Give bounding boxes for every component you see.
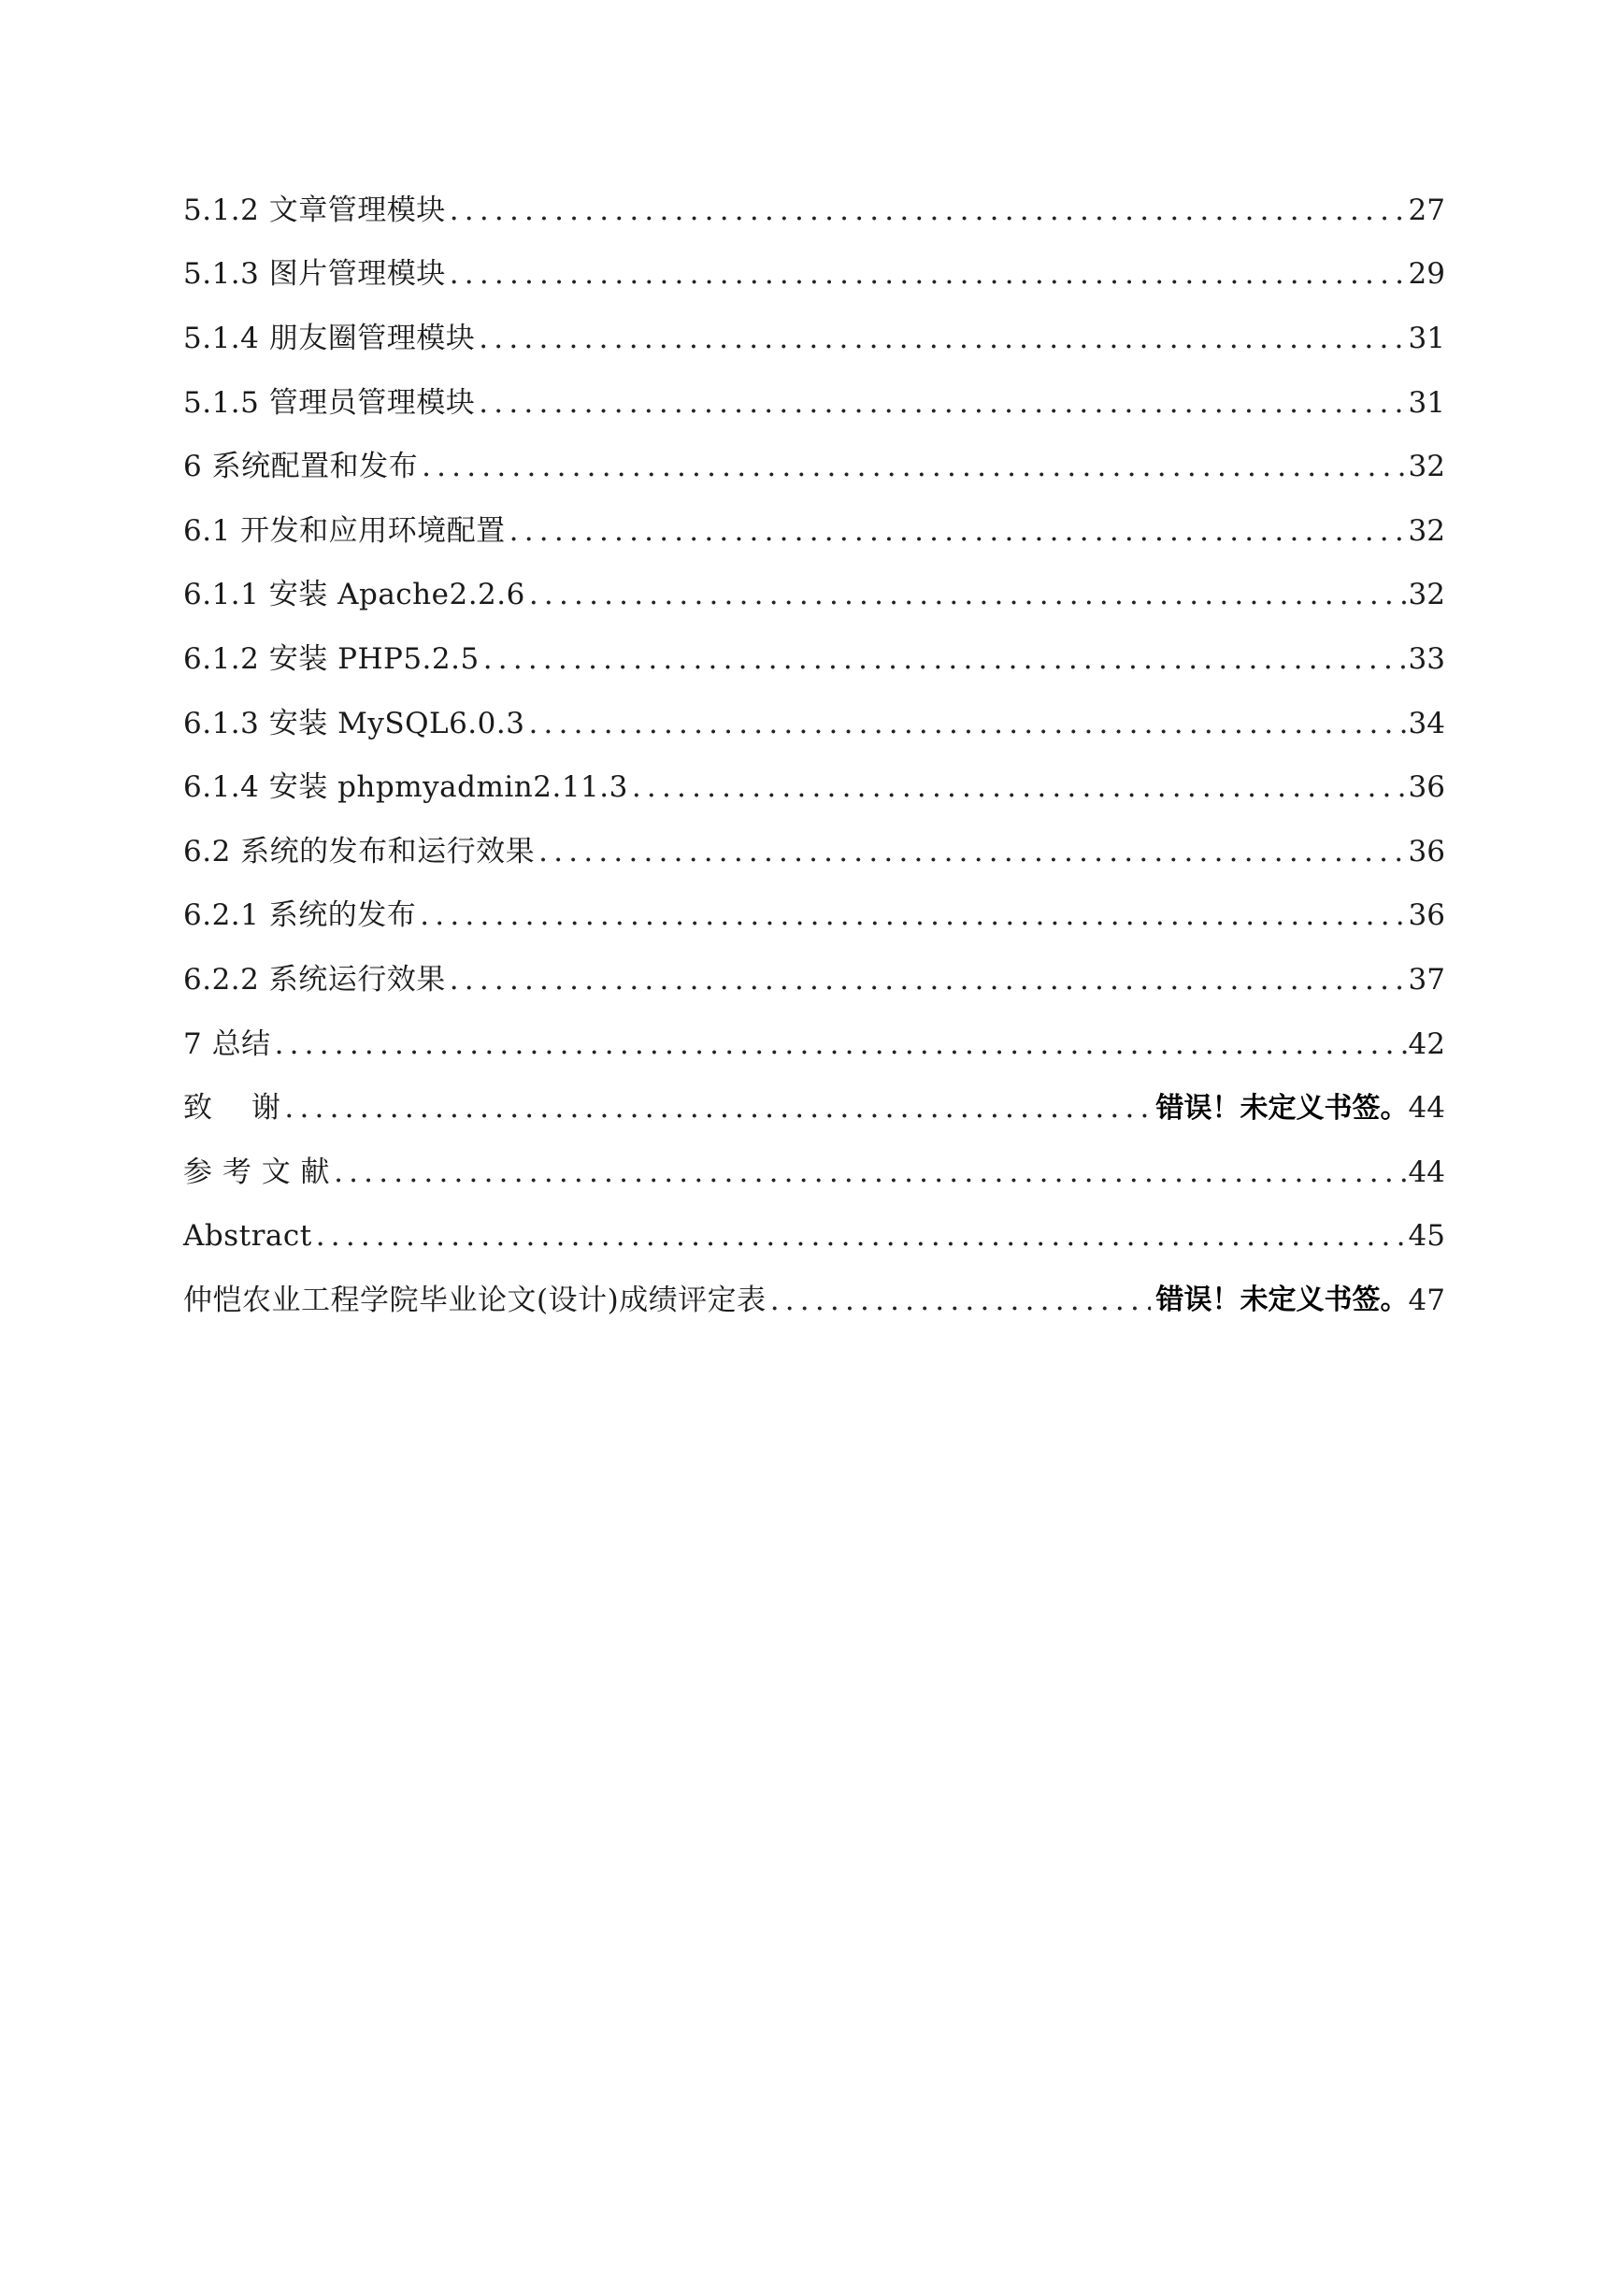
toc-page-number: 47 bbox=[1408, 1283, 1445, 1317]
toc-entry-6[interactable] bbox=[183, 435, 1445, 499]
toc-entry-title: 6.1.1 安装 Apache2.2.6 bbox=[183, 578, 525, 612]
toc-entry-7[interactable] bbox=[183, 1012, 1445, 1077]
bookmark-error-text: 错误！未定义书签。 bbox=[1155, 1091, 1409, 1125]
toc-entry-title: 6.1 开发和应用环境配置 bbox=[183, 513, 506, 548]
toc-entry-6-1-3[interactable] bbox=[183, 692, 1445, 756]
toc-entry-5-1-3[interactable] bbox=[183, 243, 1445, 308]
toc-entry-title: 6 系统配置和发布 bbox=[183, 450, 419, 484]
toc-leader-dots bbox=[632, 773, 1407, 802]
toc-page-number: 44 bbox=[1408, 1091, 1445, 1126]
toc-page-number: 32 bbox=[1408, 578, 1445, 612]
toc-leader-dots bbox=[509, 517, 1407, 546]
toc-page-number: 37 bbox=[1408, 962, 1445, 997]
toc-leader-dots bbox=[529, 581, 1407, 610]
toc-entry-6-1-1[interactable] bbox=[183, 564, 1445, 628]
toc-leader-dots bbox=[275, 1030, 1407, 1059]
toc-entry-6-2-2[interactable] bbox=[183, 948, 1445, 1012]
toc-entry-6-1-2[interactable] bbox=[183, 627, 1445, 692]
toc-entry-6-1[interactable] bbox=[183, 499, 1445, 564]
toc-entry-title: 6.2.2 系统运行效果 bbox=[183, 962, 446, 997]
toc-entry-abstract[interactable] bbox=[183, 1205, 1445, 1270]
toc-leader-dots bbox=[422, 452, 1406, 481]
toc-page-number: 33 bbox=[1408, 641, 1445, 676]
toc-leader-dots bbox=[770, 1286, 1151, 1315]
toc-entry-title: 5.1.3 图片管理模块 bbox=[183, 257, 446, 292]
toc-entry-title: Abstract bbox=[183, 1219, 312, 1254]
toc-entry-title: 6.1.2 安装 PHP5.2.5 bbox=[183, 641, 480, 676]
toc-leader-dots bbox=[450, 966, 1407, 995]
toc-entry-6-2-1[interactable] bbox=[183, 884, 1445, 949]
toc-page-number: 32 bbox=[1408, 513, 1445, 548]
toc-entry-evaluation-form[interactable] bbox=[183, 1269, 1445, 1333]
toc-page-number: 36 bbox=[1408, 770, 1445, 805]
toc-entry-acknowledgements[interactable] bbox=[183, 1076, 1445, 1141]
toc-leader-dots bbox=[284, 1094, 1150, 1123]
toc-page-number: 29 bbox=[1408, 257, 1445, 292]
toc-entry-5-1-5[interactable] bbox=[183, 371, 1445, 436]
toc-page-number: 31 bbox=[1408, 385, 1445, 420]
toc-entry-title: 5.1.5 管理员管理模块 bbox=[183, 385, 476, 420]
toc-entry-5-1-4[interactable] bbox=[183, 307, 1445, 371]
toc-leader-dots bbox=[528, 710, 1406, 739]
toc-leader-dots bbox=[538, 838, 1406, 867]
toc-page-number: 32 bbox=[1408, 450, 1445, 484]
toc-entry-title: 6.1.4 安装 phpmyadmin2.11.3 bbox=[183, 770, 628, 805]
toc-page-number: 36 bbox=[1408, 834, 1445, 868]
bookmark-error-text: 错误！未定义书签。 bbox=[1155, 1284, 1409, 1317]
toc-page-number: 42 bbox=[1408, 1026, 1445, 1061]
toc-page-number: 44 bbox=[1408, 1155, 1445, 1189]
toc-entry-title: 6.2 系统的发布和运行效果 bbox=[183, 834, 536, 868]
toc-entry-references[interactable] bbox=[183, 1141, 1445, 1205]
toc-page-number: 27 bbox=[1408, 193, 1445, 227]
toc-entry-title: 6.1.3 安装 MySQL6.0.3 bbox=[183, 706, 525, 740]
toc-page-number: 36 bbox=[1408, 898, 1445, 933]
toc-page-number: 31 bbox=[1408, 321, 1445, 355]
toc-leader-dots bbox=[479, 389, 1406, 418]
toc-entry-6-1-4[interactable] bbox=[183, 755, 1445, 820]
toc-page-number: 34 bbox=[1408, 706, 1445, 740]
toc-leader-dots bbox=[316, 1222, 1407, 1251]
toc-leader-dots bbox=[483, 645, 1407, 674]
toc-entry-title: 6.2.1 系统的发布 bbox=[183, 898, 417, 933]
toc-entry-title: 致 谢 bbox=[183, 1091, 281, 1126]
table-of-contents bbox=[183, 179, 1445, 1333]
toc-entry-title: 5.1.2 文章管理模块 bbox=[183, 193, 446, 227]
toc-entry-title: 仲恺农业工程学院毕业论文(设计)成绩评定表 bbox=[183, 1283, 767, 1317]
toc-leader-dots bbox=[450, 260, 1407, 289]
toc-entry-title: 5.1.4 朋友圈管理模块 bbox=[183, 321, 476, 355]
toc-leader-dots bbox=[450, 196, 1407, 225]
toc-leader-dots bbox=[479, 324, 1406, 353]
toc-page-number: 45 bbox=[1408, 1219, 1445, 1254]
toc-entry-title: 7 总结 bbox=[183, 1026, 271, 1061]
toc-leader-dots bbox=[420, 901, 1406, 930]
toc-entry-5-1-2[interactable] bbox=[183, 179, 1445, 243]
toc-leader-dots bbox=[334, 1158, 1406, 1187]
toc-entry-title: 参 考 文 献 bbox=[183, 1155, 331, 1189]
toc-entry-6-2[interactable] bbox=[183, 820, 1445, 884]
